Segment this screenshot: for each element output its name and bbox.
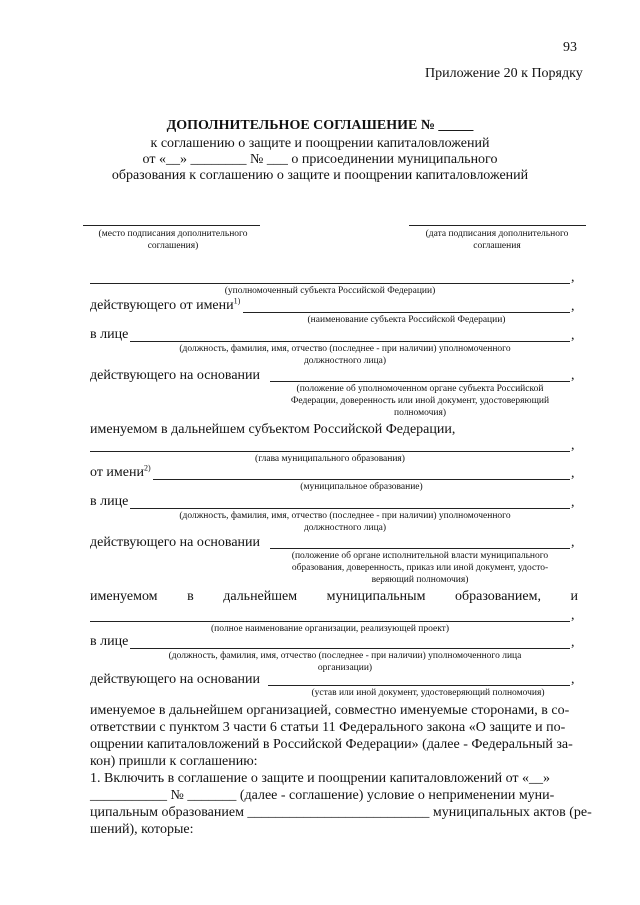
item-1-line-2: ___________ № _______ (далее - соглашение) условие о неприменении муни- [90, 788, 555, 803]
basis-1-field-line[interactable] [270, 381, 570, 382]
paragraph-line-1: именуемое в дальнейшем организацией, совместно именуемые сторонами, в со- [90, 703, 570, 718]
org-name-field-line[interactable] [90, 621, 570, 622]
caption-position-1b: должностного лица) [303, 356, 387, 366]
basis-2-field-line[interactable] [270, 548, 570, 549]
caption-municipal: (муниципальное образование) [300, 482, 423, 492]
appendix-label: Приложение 20 к Порядку [425, 66, 583, 81]
subject-name-field-line[interactable] [243, 312, 570, 313]
caption-subject-name: (наименование субъекта Российской Федерации) [307, 315, 506, 325]
label-acting-basis-2: действующего на основании [90, 535, 261, 550]
caption-position-1a: (должность, фамилия, имя, отчество (последнее - при наличии) уполномоченного [179, 344, 511, 354]
item-1-line-4: шений), которые: [90, 822, 194, 837]
hereinafter-municipal [90, 589, 578, 605]
caption-position-3b: организации) [317, 663, 373, 673]
caption-position-3a: (должность, фамилия, имя, отчество (последнее - при наличии) уполномоченного лица [168, 651, 522, 661]
caption-basis-1c: полномочия) [393, 408, 446, 418]
item-1-line-1: 1. Включить в соглашение о защите и поощрении капиталовложений от «__» [90, 771, 551, 786]
position-3-field-line[interactable] [130, 648, 570, 649]
caption-head-municipal: (глава муниципального образования) [255, 454, 405, 464]
place-field-line[interactable] [83, 225, 260, 226]
caption-basis-1a: (положение об уполномоченном органе субъекта Российской [296, 384, 544, 394]
paragraph-line-2: ответствии с пунктом 3 части 6 статьи 11 Федерального закона «О защите и по- [90, 720, 566, 735]
comma: , [571, 299, 575, 314]
comma: , [571, 270, 575, 285]
comma: , [571, 672, 575, 687]
date-field-line[interactable] [409, 225, 586, 226]
comma: , [571, 438, 575, 453]
footnote-2: 2) [143, 463, 151, 473]
comma: , [571, 535, 575, 550]
subtitle-line-1: к соглашению о защите и поощрении капиталовложений [150, 136, 490, 151]
place-caption-2: соглашения) [147, 241, 199, 251]
caption-basis-2c: веряющий полномочия) [371, 575, 469, 585]
place-caption-1: (место подписания дополнительного [98, 229, 248, 239]
caption-basis-2a: (положение об органе исполнительной власти муниципального [291, 551, 549, 561]
comma: , [571, 328, 575, 343]
page-number: 93 [563, 40, 577, 55]
justified-word: образованием, [454, 589, 541, 604]
caption-basis-1b: Федерации, доверенность или иной документ, удостоверяющий [290, 396, 550, 406]
comma: , [571, 368, 575, 383]
comma: , [571, 608, 575, 623]
justified-word: в [187, 589, 194, 604]
caption-position-2a: (должность, фамилия, имя, отчество (последнее - при наличии) уполномоченного [179, 511, 511, 521]
caption-position-2b: должностного лица) [303, 523, 387, 533]
caption-basis-2b: образования, доверенность, приказ или иной документ, удосто- [291, 563, 549, 573]
justified-word: и [570, 589, 578, 604]
date-caption-1: (дата подписания дополнительного [425, 229, 569, 239]
municipal-head-field-line[interactable] [90, 451, 570, 452]
hereinafter-subject: именуемом в дальнейшем субъектом Российской Федерации, [90, 422, 456, 437]
caption-charter: (устав или иной документ, удостоверяющий полномочия) [311, 688, 545, 698]
label-acting-on-behalf: действующего от имени$^{1)}$ [90, 296, 241, 313]
position-2-field-line[interactable] [130, 508, 570, 509]
caption-org-name: (полное наименование организации, реализующей проект) [210, 624, 449, 634]
subject-rep-field-line[interactable] [90, 283, 570, 284]
comma: , [571, 495, 575, 510]
justified-word: именуемом [90, 589, 158, 604]
justified-word: дальнейшем [223, 589, 298, 604]
justified-word: муниципальным [326, 589, 426, 604]
subtitle-line-2: от «__» ________ № ___ о присоединении муниципального [142, 152, 498, 167]
municipal-field-line[interactable] [153, 479, 570, 480]
comma: , [571, 466, 575, 481]
caption-subject-rep: (уполномоченный субъекта Российской Федерации) [224, 286, 436, 296]
paragraph-line-3: ощрении капиталовложений в Российской Федерации» (далее - Федеральный за- [90, 737, 573, 752]
document-title: ДОПОЛНИТЕЛЬНОЕ СОГЛАШЕНИЕ № _____ [166, 118, 474, 133]
label-in-person-3: в лице [90, 634, 129, 649]
label-acting-basis-1: действующего на основании [90, 368, 261, 383]
subtitle-line-3: образования к соглашению о защите и поощрении капиталовложений [111, 168, 529, 183]
label-in-person-1: в лице [90, 327, 129, 342]
item-1-line-3: ципальным образованием __________________________ муниципальных актов (ре- [90, 805, 592, 820]
label-acting-basis-3: действующего на основании [90, 672, 261, 687]
footnote-1: 1) [233, 296, 241, 306]
position-1-field-line[interactable] [130, 341, 570, 342]
label-in-person-2: в лице [90, 494, 129, 509]
basis-3-field-line[interactable] [268, 685, 570, 686]
paragraph-line-4: кон) пришли к соглашению: [90, 754, 258, 769]
date-caption-2: соглашения [473, 241, 521, 251]
label-on-behalf: от имени$^{2)}$ [90, 463, 151, 480]
comma: , [571, 635, 575, 650]
